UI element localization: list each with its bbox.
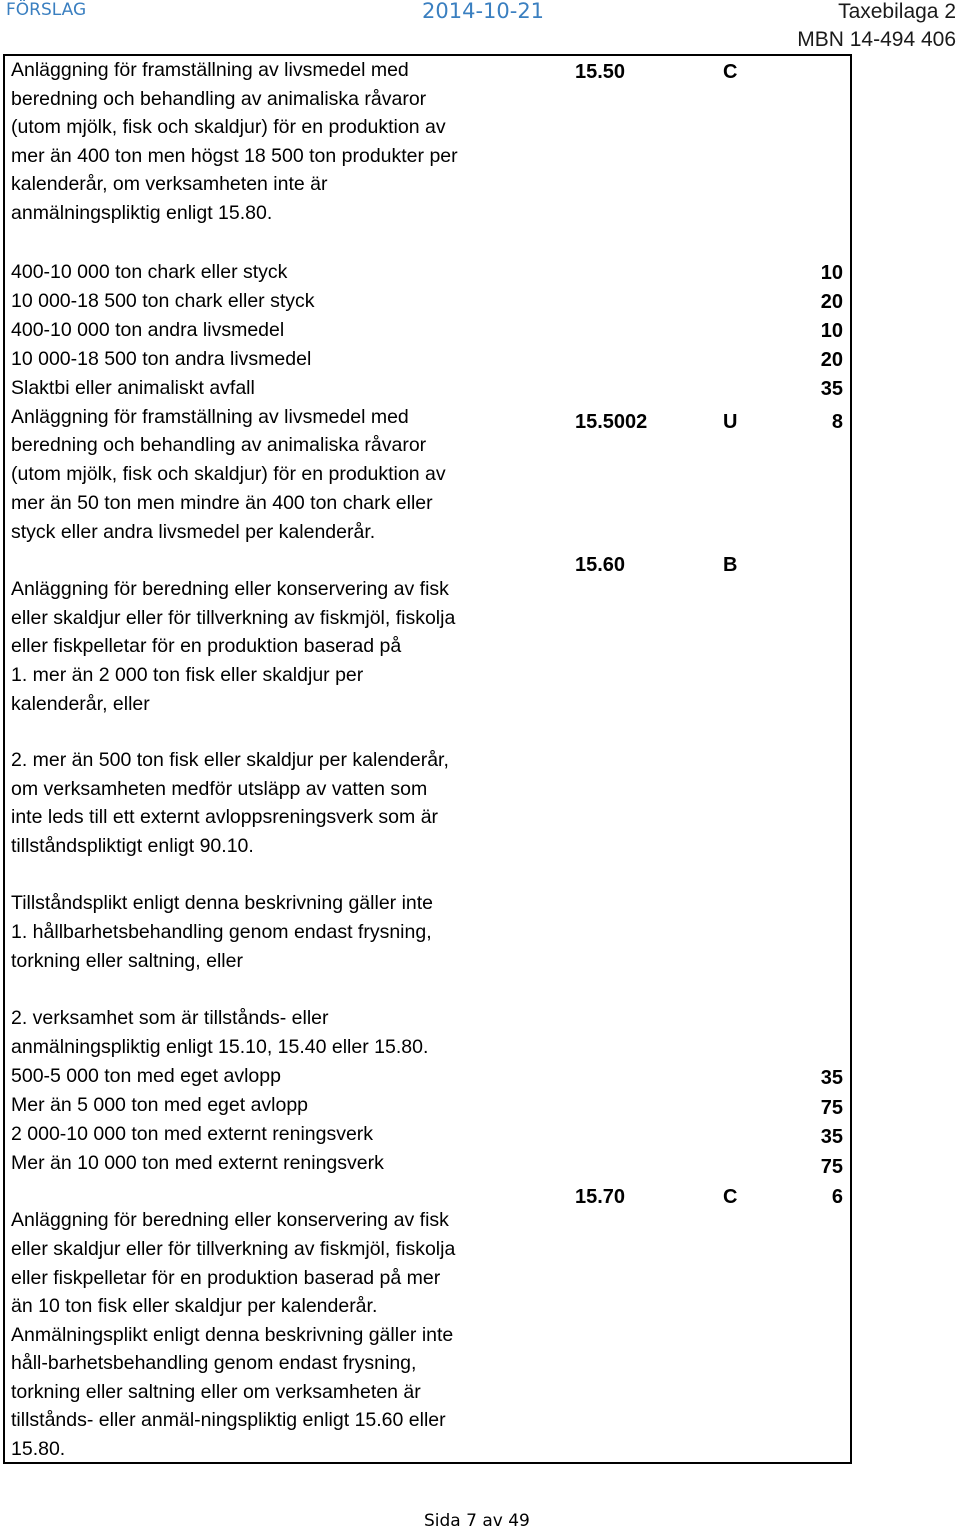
- exception-line: 2. verksamhet som är tillstånds- eller: [11, 1007, 329, 1029]
- fee-value: 75: [820, 1097, 843, 1119]
- activity-description-line: mer än 50 ton men mindre än 400 ton chark eller: [11, 492, 433, 514]
- fee-row-label: 2 000-10 000 ton med externt reningsverk: [11, 1123, 374, 1145]
- activity-description-line: Anläggning för beredning eller konservering av fisk: [11, 578, 449, 600]
- document-reference: MBN 14-494 406: [797, 28, 956, 51]
- fee-value: 75: [820, 1156, 843, 1178]
- fee-row-label: 10 000-18 500 ton andra livsmedel: [11, 348, 312, 370]
- activity-description-line: kalenderår, eller: [11, 693, 150, 715]
- page-header: [0, 0, 960, 56]
- draft-status: FÖRSLAG: [6, 0, 87, 20]
- activity-class: C: [723, 1186, 738, 1208]
- activity-description-line: om verksamheten medför utsläpp av vatten som: [11, 778, 428, 800]
- activity-description-line: torkning eller saltning eller om verksamheten är: [11, 1381, 421, 1403]
- activity-class: U: [723, 411, 738, 433]
- activity-description-line: eller fiskpelletar för en produktion baserad på mer: [11, 1267, 441, 1289]
- fee-row-label: Mer än 10 000 ton med externt reningsverk: [11, 1152, 384, 1174]
- activity-description-line: eller fiskpelletar för en produktion baserad på: [11, 635, 402, 657]
- fee-table: [3, 54, 852, 1464]
- activity-description-line: håll-barhetsbehandling genom endast frysning,: [11, 1352, 417, 1374]
- fee-value: 6: [831, 1186, 843, 1208]
- activity-description-line: (utom mjölk, fisk och skaldjur) för en produktion av: [11, 116, 446, 138]
- fee-row-label: 10 000-18 500 ton chark eller styck: [11, 290, 315, 312]
- activity-description-line: beredning och behandling av animaliska råvaror: [11, 88, 427, 110]
- activity-description-line: Anläggning för beredning eller konservering av fisk: [11, 1209, 449, 1231]
- activity-class: B: [723, 554, 738, 576]
- activity-description-line: eller skaldjur eller för tillverkning av fiskmjöl, fiskolja: [11, 1238, 456, 1260]
- activity-description-line: tillstånds- eller anmäl-ningspliktig enligt 15.60 eller: [11, 1409, 446, 1431]
- exception-line: 1. hållbarhetsbehandling genom endast frysning,: [11, 921, 432, 943]
- activity-description-line: tillståndspliktigt enligt 90.10.: [11, 835, 254, 857]
- activity-code: 15.60: [575, 554, 626, 576]
- activity-description-line: Anmälningsplikt enligt denna beskrivning gäller inte: [11, 1324, 454, 1346]
- activity-description-line: mer än 400 ton men högst 18 500 ton produkter per: [11, 145, 458, 167]
- page-number: Sida 7 av 49: [424, 1511, 530, 1531]
- fee-value: 35: [820, 1126, 843, 1148]
- activity-description-line: Anläggning för framställning av livsmedel med: [11, 59, 409, 81]
- fee-value: 35: [820, 378, 843, 400]
- activity-description-line: styck eller andra livsmedel per kalenderår.: [11, 521, 376, 543]
- activity-description-line: 15.80.: [11, 1438, 66, 1460]
- activity-description-line: 1. mer än 2 000 ton fisk eller skaldjur per: [11, 664, 364, 686]
- activity-class: C: [723, 61, 738, 83]
- fee-row-label: Slaktbi eller animaliskt avfall: [11, 377, 255, 399]
- activity-description-line: Anläggning för framställning av livsmedel med: [11, 406, 409, 428]
- activity-description-line: (utom mjölk, fisk och skaldjur) för en produktion av: [11, 463, 446, 485]
- annex-title: Taxebilaga 2: [838, 0, 956, 23]
- exception-line: torkning eller saltning, eller: [11, 950, 243, 972]
- fee-value: 10: [820, 262, 843, 284]
- exception-line: anmälningspliktig enligt 15.10, 15.40 eller 15.80.: [11, 1036, 429, 1058]
- fee-value: 10: [820, 320, 843, 342]
- fee-value: 20: [820, 291, 843, 313]
- fee-row-label: 400-10 000 ton chark eller styck: [11, 261, 288, 283]
- activity-description-line: eller skaldjur eller för tillverkning av fiskmjöl, fiskolja: [11, 607, 456, 629]
- activity-description-line: inte leds till ett externt avloppsreningsverk som är: [11, 806, 439, 828]
- fee-value: 20: [820, 349, 843, 371]
- activity-description-line: 2. mer än 500 ton fisk eller skaldjur per kalenderår,: [11, 749, 449, 771]
- activity-description-line: anmälningspliktig enligt 15.80.: [11, 202, 273, 224]
- activity-code: 15.5002: [575, 411, 648, 433]
- fee-value: 35: [820, 1067, 843, 1089]
- activity-description-line: beredning och behandling av animaliska råvaror: [11, 434, 427, 456]
- activity-code: 15.50: [575, 61, 626, 83]
- activity-description-line: kalenderår, om verksamheten inte är: [11, 173, 328, 195]
- fee-value: 8: [831, 411, 843, 433]
- fee-row-label: 500-5 000 ton med eget avlopp: [11, 1065, 281, 1087]
- document-date: 2014-10-21: [422, 0, 545, 23]
- activity-description-line: än 10 ton fisk eller skaldjur per kalenderår.: [11, 1295, 378, 1317]
- activity-code: 15.70: [575, 1186, 626, 1208]
- fee-row-label: 400-10 000 ton andra livsmedel: [11, 319, 285, 341]
- exception-line: Tillståndsplikt enligt denna beskrivning gäller inte: [11, 892, 434, 914]
- fee-row-label: Mer än 5 000 ton med eget avlopp: [11, 1094, 309, 1116]
